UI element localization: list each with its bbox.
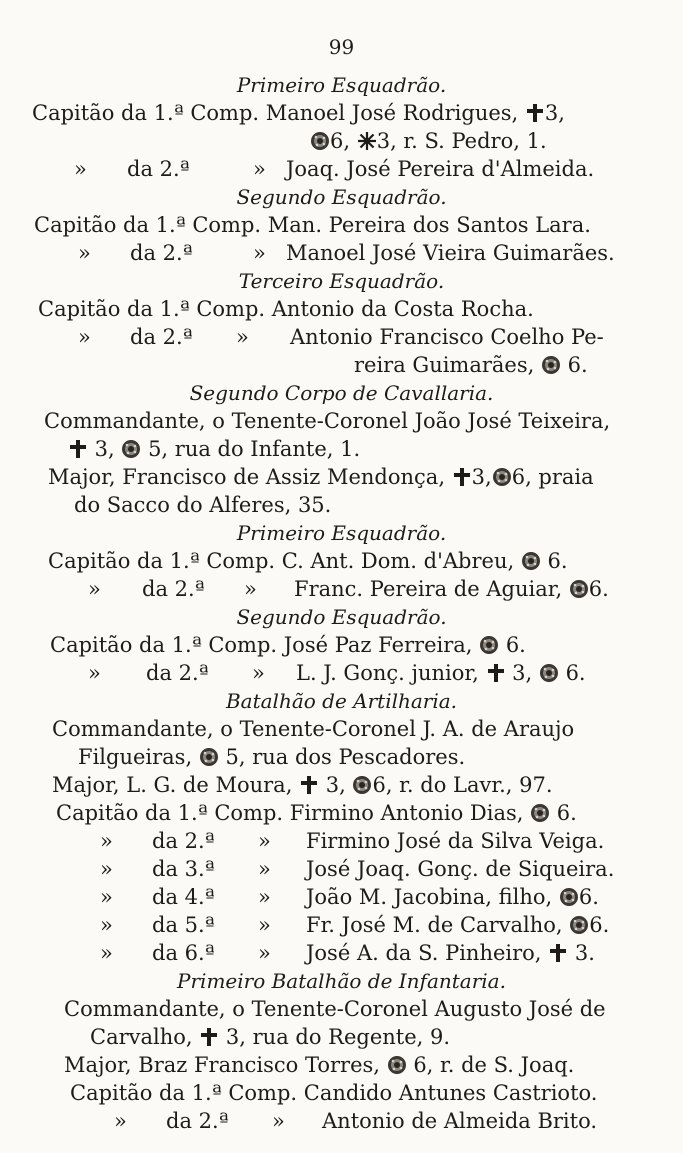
rosette-icon: [492, 467, 512, 487]
entry-line: Capitão da 1.ª Comp. José Paz Ferreira, 6.: [50, 633, 526, 657]
rosette-icon: [569, 579, 589, 599]
rosette-icon: [559, 887, 579, 907]
ditto-mark: »: [244, 577, 257, 601]
cross-icon: [299, 775, 319, 795]
cross-icon: [548, 943, 568, 963]
rosette-icon: [121, 439, 141, 459]
entry-line: Capitão da 1.ª Comp. Manoel José Rodrigues, 3,: [32, 101, 565, 125]
entry-line: Commandante, o Tenente-Coronel J. A. de Araujo: [52, 717, 575, 741]
entry-line: Major, Braz Francisco Torres, 6, r. de S. Joaq.: [64, 1053, 575, 1077]
entry-line: Filgueiras, 5, rua dos Pescadores.: [78, 745, 466, 769]
ditto-mark: »: [258, 829, 271, 853]
heading-segundo-esquadrao: Segundo Esquadrão.: [236, 605, 447, 629]
ditto-mark: »: [258, 941, 271, 965]
ditto-mark: »: [100, 857, 113, 881]
ditto-mark: »: [258, 885, 271, 909]
entry-line: Capitão da 1.ª Comp. Firmino Antonio Dias, 6.: [56, 801, 577, 825]
ditto-mark: »: [74, 157, 87, 181]
ditto-mark: »: [252, 661, 265, 685]
entry-line: Carvalho, 3, rua do Regente, 9.: [90, 1025, 451, 1049]
rosette-icon: [387, 1055, 407, 1075]
ditto-mark: »: [272, 1109, 285, 1133]
ditto-mark: »: [100, 885, 113, 909]
cross-icon: [525, 103, 545, 123]
entry-line: Capitão da 1.ª Comp. Candido Antunes Castrioto.: [70, 1081, 598, 1105]
rosette-icon: [310, 131, 330, 151]
ditto-mark: »: [236, 325, 249, 349]
cross-icon: [199, 1027, 219, 1047]
entry-line: 3, 5, rua do Infante, 1.: [68, 436, 683, 462]
entry-line: Capitão da 1.ª Comp. Antonio da Costa Rocha.: [38, 297, 534, 321]
entry-line: Major, L. G. de Moura, 3, 6, r. do Lavr., 97.: [52, 773, 553, 797]
rosette-icon: [530, 803, 550, 823]
cross-icon: [68, 439, 88, 459]
ditto-mark: »: [114, 1109, 127, 1133]
rosette-icon: [539, 663, 559, 683]
ditto-mark: »: [100, 829, 113, 853]
heading-segundo-corpo: Segundo Corpo de Cavallaria.: [189, 381, 494, 405]
cross-icon: [486, 663, 506, 683]
entry-line: Capitão da 1.ª Comp. Man. Pereira dos Santos Lara.: [34, 213, 591, 237]
entry-line: Capitão da 1.ª Comp. C. Ant. Dom. d'Abreu, 6.: [48, 549, 568, 573]
heading-primeiro-batalhao-infantaria: Primeiro Batalhão de Infantaria.: [177, 969, 506, 993]
rosette-icon: [352, 775, 372, 795]
ditto-mark: »: [258, 913, 271, 937]
ditto-mark: »: [78, 241, 91, 265]
ditto-mark: »: [88, 577, 101, 601]
ditto-mark: »: [100, 913, 113, 937]
ditto-mark: »: [100, 941, 113, 965]
rosette-icon: [541, 355, 561, 375]
heading-primeiro-esquadrao: Primeiro Esquadrão.: [236, 73, 447, 97]
heading-primeiro-esquadrao: Primeiro Esquadrão.: [236, 521, 447, 545]
heading-batalhao-artilharia: Batalhão de Artilharia.: [225, 689, 458, 713]
page-number: 99: [328, 35, 355, 59]
ditto-mark: »: [88, 661, 101, 685]
ditto-mark: »: [78, 325, 91, 349]
entry-line: Commandante, o Tenente-Coronel Augusto José de: [64, 997, 606, 1021]
rosette-icon: [521, 551, 541, 571]
entry-line: reira Guimarães, 6.: [354, 353, 588, 377]
entry-line: do Sacco do Alferes, 35.: [74, 493, 332, 517]
entry-line: Commandante, o Tenente-Coronel João José Teixeira,: [44, 409, 611, 433]
cross-icon: [452, 467, 472, 487]
rosette-icon: [199, 747, 219, 767]
document-page: 99 Primeiro Esquadrão. Capitão da 1.ª Comp. Manoel José Rodrigues, 3, 6, 3, r. S. Pedro, 1. » da 2.ª » Joaq. José Pereira d'Almeida. Segundo Esquadrão. Capitão da 1.ª Comp. Man. Pereira dos Santos Lara. » da 2.ª » Manoel José Vieira Guimarães. Terceiro Esquadrão. Capitão da 1.ª Comp. Antonio da Costa Rocha. » da 2.ª » Antonio Francisco Coelho Pe- reira Guimarães, 6. Segundo Corpo de Cavallaria. Commandante, o Tenente-Coronel João José Teixeira, 3, 5, rua do Infante, 1. Major, Francisco de Assiz Mendonça, 3, 6, praia do Sacco do Alferes, 35. Primeiro Esquadrão. Capitão da 1.ª Comp. C. Ant. Dom. d'Abreu, 6. » da 2.ª » Franc. Pereira de Aguiar, 6. Segundo Esquadrão. Capitão da 1.ª Comp. José Paz Ferreira, 6. » da 2.ª » L. J. Gonç. junior, 3, 6. Batalhão de Artilharia. Commandante, o Tenente-Coronel J. A. de Araujo Filgueiras, 5, rua dos Pescadores. Major, L. G. de Moura, 3, 6, r. do Lavr., 97. Capitão da 1.ª Comp. Firmino Antonio Dias, 6. » da 2.ª » Firmino José da Silva Veiga. » da 3.ª » José Joaq. Gonç. de Siqueira. » da 4.ª » João M. Jacobina, filho, 6. » da 5.ª » Fr. José M. de Carvalho, 6. » da 6.ª » José A. da S. Pinheiro, 3. Primeiro Batalhão de Infantaria. Commandante, o Tenente-Coronel Augusto José de Carvalho, 3, rua do Regente, 9. Major, Braz Francisco Torres, 6, r. de S. Joaq. Capitão da 1.ª Comp. Candido Antunes Castrioto. » da 2.ª » Antonio de Almeida Brito.: [0, 0, 683, 1153]
heading-segundo-esquadrao: Segundo Esquadrão.: [236, 185, 447, 209]
entry-line: Major, Francisco de Assiz Mendonça, 3, 6, praia: [48, 465, 594, 489]
rosette-icon: [569, 915, 589, 935]
entry-line: 6, 3, r. S. Pedro, 1.: [310, 128, 683, 154]
rosette-icon: [479, 635, 499, 655]
star-icon: [357, 131, 377, 151]
ditto-mark: »: [253, 157, 266, 181]
heading-terceiro-esquadrao: Terceiro Esquadrão.: [238, 269, 445, 293]
ditto-mark: »: [253, 241, 266, 265]
ditto-mark: »: [258, 857, 271, 881]
